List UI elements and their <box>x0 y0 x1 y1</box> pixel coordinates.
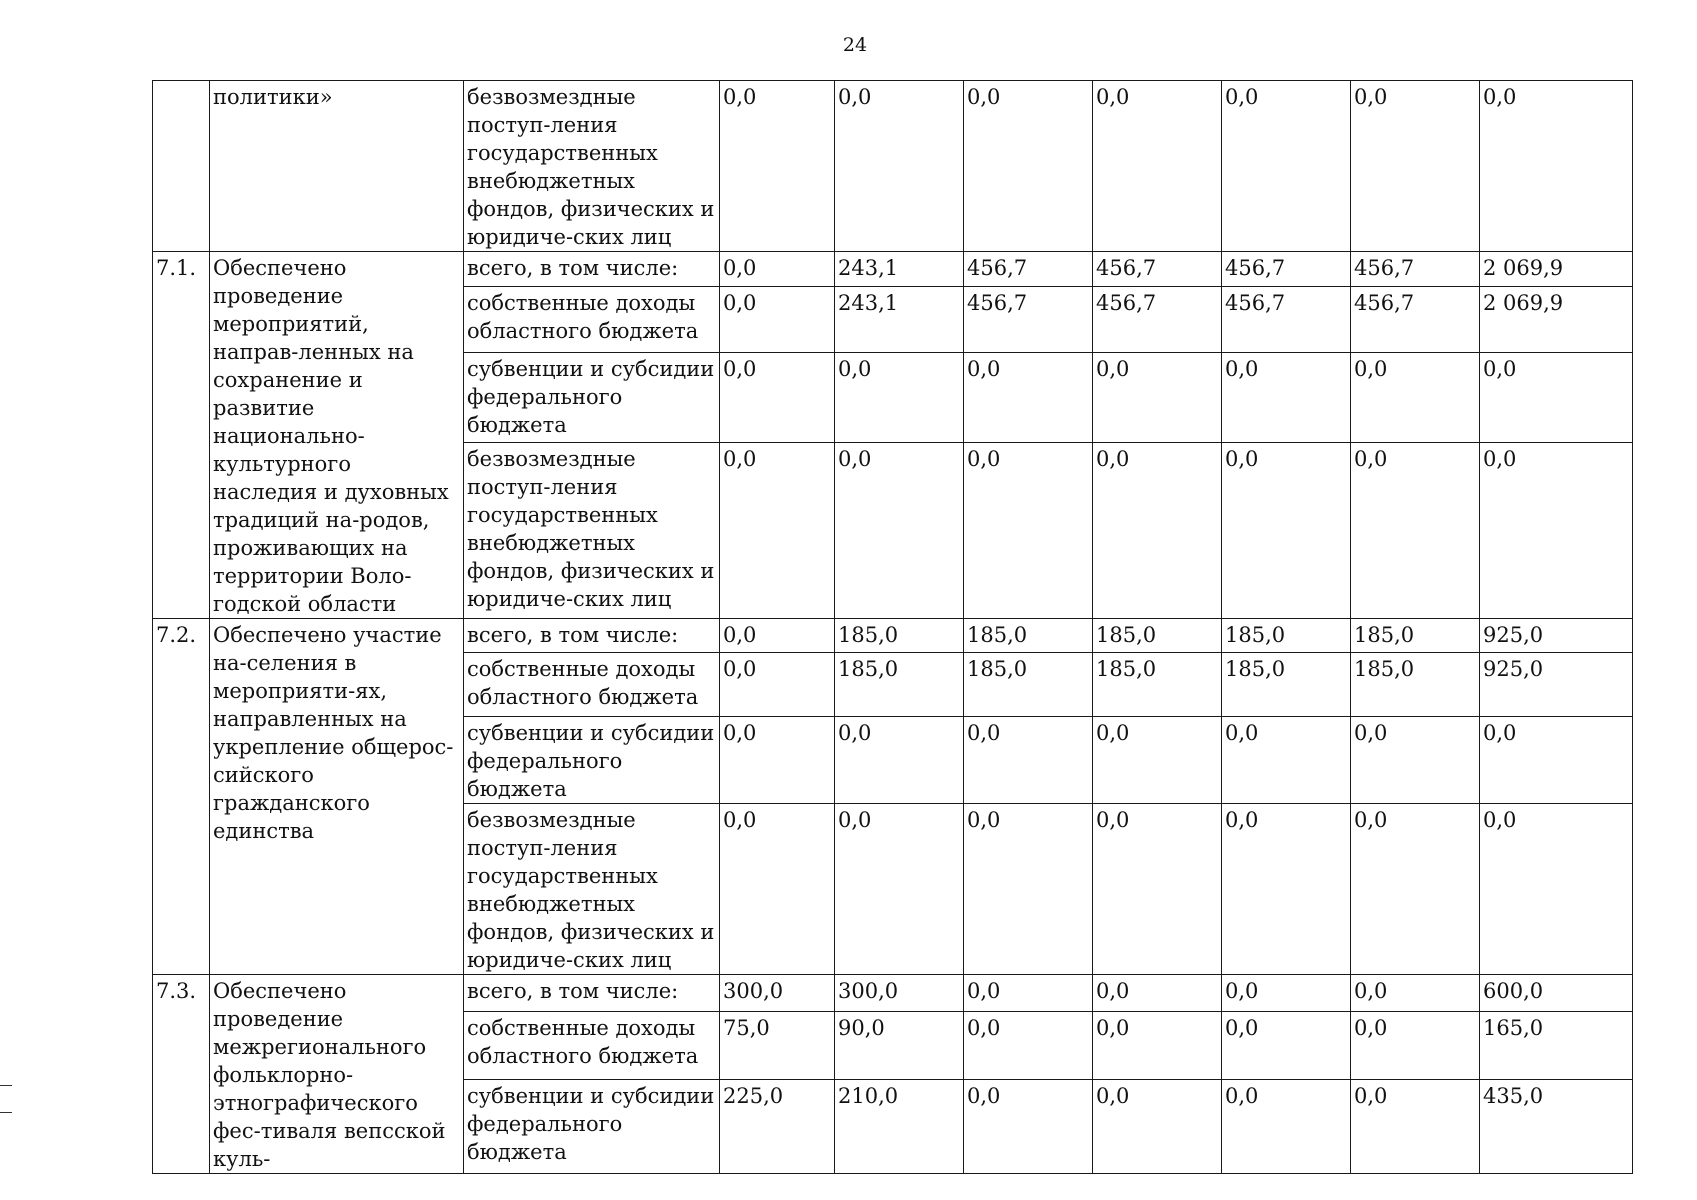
year-value-cell: 185,0 <box>1351 653 1480 717</box>
year-value-cell: 0,0 <box>720 804 835 975</box>
year-value-cell: 0,0 <box>964 1011 1093 1080</box>
funding-source: собственные доходы областного бюджета <box>464 1011 720 1080</box>
total-value-cell: 0,0 <box>1480 353 1633 443</box>
year-value-cell: 456,7 <box>1222 252 1351 287</box>
year-value-cell: 0,0 <box>964 717 1093 804</box>
year-value-cell: 0,0 <box>720 653 835 717</box>
total-value-cell: 2 069,9 <box>1480 252 1633 287</box>
funding-source: субвенции и субсидии федерального бюджета <box>464 717 720 804</box>
total-value-cell: 925,0 <box>1480 619 1633 653</box>
year-value-cell: 0,0 <box>835 717 964 804</box>
funding-source: субвенции и субсидии федерального бюджета <box>464 1080 720 1174</box>
year-value-cell: 0,0 <box>1351 353 1480 443</box>
funding-source: безвозмездные поступ-ления государственных внебюджетных фондов, физических и юридиче-ских лиц <box>464 81 720 252</box>
year-value-cell: 456,7 <box>964 252 1093 287</box>
item-name: Обеспечено участие на-селения в мероприяти-ях, направленных на укрепление общерос-сийского гражданского единства <box>210 619 464 975</box>
table-row <box>153 81 1633 252</box>
year-value-cell: 0,0 <box>1222 1011 1351 1080</box>
item-number: 7.3. <box>153 975 210 1174</box>
page-number: 24 <box>842 34 868 56</box>
funding-source: безвозмездные поступ-ления государственных внебюджетных фондов, физических и юридиче-ских лиц <box>464 804 720 975</box>
year-value-cell: 243,1 <box>835 287 964 353</box>
year-value-cell: 185,0 <box>1222 619 1351 653</box>
year-value-cell: 185,0 <box>835 619 964 653</box>
year-value-cell: 185,0 <box>1351 619 1480 653</box>
item-number: 7.1. <box>153 252 210 619</box>
total-value-cell: 165,0 <box>1480 1011 1633 1080</box>
funding-source: собственные доходы областного бюджета <box>464 653 720 717</box>
item-name: политики» <box>210 81 464 252</box>
total-value-cell: 600,0 <box>1480 975 1633 1012</box>
margin-tick-mark <box>0 1112 12 1113</box>
year-value-cell: 0,0 <box>720 287 835 353</box>
year-value-cell: 185,0 <box>835 653 964 717</box>
year-value-cell: 456,7 <box>1351 252 1480 287</box>
item-name: Обеспечено проведение межрегионального фольклорно-этнографического фес-тиваля вепсской куль- <box>210 975 464 1174</box>
total-value-cell: 0,0 <box>1480 804 1633 975</box>
year-value-cell: 0,0 <box>1093 353 1222 443</box>
year-value-cell: 0,0 <box>1093 1080 1222 1174</box>
year-value-cell: 0,0 <box>1222 1080 1351 1174</box>
year-value-cell: 90,0 <box>835 1011 964 1080</box>
year-value-cell: 243,1 <box>835 252 964 287</box>
year-value-cell: 0,0 <box>1093 442 1222 618</box>
funding-source: всего, в том числе: <box>464 252 720 287</box>
year-value-cell: 185,0 <box>1093 619 1222 653</box>
year-value-cell: 185,0 <box>1093 653 1222 717</box>
year-value-cell: 0,0 <box>1351 717 1480 804</box>
item-name: Обеспечено проведение мероприятий, направ-ленных на сохранение и развитие национально-культурного наследия и духовных традиций на-родов, проживающих на территории Воло-годской области <box>210 252 464 619</box>
year-value-cell: 0,0 <box>720 619 835 653</box>
funding-source: всего, в том числе: <box>464 975 720 1012</box>
year-value-cell: 0,0 <box>1222 81 1351 252</box>
year-value-cell: 0,0 <box>720 353 835 443</box>
year-value-cell: 0,0 <box>1222 717 1351 804</box>
year-value-cell: 456,7 <box>964 287 1093 353</box>
year-value-cell: 0,0 <box>964 1080 1093 1174</box>
year-value-cell: 0,0 <box>835 353 964 443</box>
funding-source: собственные доходы областного бюджета <box>464 287 720 353</box>
item-number: 7.2. <box>153 619 210 975</box>
year-value-cell: 0,0 <box>1351 81 1480 252</box>
year-value-cell: 185,0 <box>964 619 1093 653</box>
total-value-cell: 435,0 <box>1480 1080 1633 1174</box>
year-value-cell: 0,0 <box>1222 975 1351 1012</box>
total-value-cell: 925,0 <box>1480 653 1633 717</box>
year-value-cell: 0,0 <box>964 81 1093 252</box>
year-value-cell: 0,0 <box>964 442 1093 618</box>
table-row <box>153 252 1633 287</box>
budget-table <box>152 80 1633 1174</box>
year-value-cell: 0,0 <box>1093 717 1222 804</box>
table-row <box>153 975 1633 1012</box>
year-value-cell: 0,0 <box>720 442 835 618</box>
year-value-cell: 75,0 <box>720 1011 835 1080</box>
year-value-cell: 0,0 <box>964 975 1093 1012</box>
total-value-cell: 0,0 <box>1480 81 1633 252</box>
year-value-cell: 185,0 <box>1222 653 1351 717</box>
table-body <box>153 81 1633 1174</box>
funding-source: всего, в том числе: <box>464 619 720 653</box>
total-value-cell: 0,0 <box>1480 717 1633 804</box>
year-value-cell: 0,0 <box>1351 975 1480 1012</box>
year-value-cell: 0,0 <box>964 353 1093 443</box>
year-value-cell: 0,0 <box>1222 353 1351 443</box>
year-value-cell: 300,0 <box>720 975 835 1012</box>
year-value-cell: 0,0 <box>720 81 835 252</box>
year-value-cell: 456,7 <box>1351 287 1480 353</box>
year-value-cell: 0,0 <box>1351 1011 1480 1080</box>
year-value-cell: 0,0 <box>1222 804 1351 975</box>
table-row <box>153 619 1633 653</box>
funding-source: субвенции и субсидии федерального бюджета <box>464 353 720 443</box>
item-number <box>153 81 210 252</box>
year-value-cell: 0,0 <box>1351 804 1480 975</box>
year-value-cell: 185,0 <box>964 653 1093 717</box>
year-value-cell: 0,0 <box>1351 1080 1480 1174</box>
year-value-cell: 0,0 <box>1093 81 1222 252</box>
year-value-cell: 0,0 <box>835 804 964 975</box>
year-value-cell: 0,0 <box>1222 442 1351 618</box>
year-value-cell: 0,0 <box>835 442 964 618</box>
year-value-cell: 456,7 <box>1222 287 1351 353</box>
year-value-cell: 0,0 <box>720 252 835 287</box>
year-value-cell: 210,0 <box>835 1080 964 1174</box>
year-value-cell: 0,0 <box>835 81 964 252</box>
year-value-cell: 0,0 <box>1093 975 1222 1012</box>
funding-source: безвозмездные поступ-ления государственных внебюджетных фондов, физических и юридиче-ских лиц <box>464 442 720 618</box>
year-value-cell: 0,0 <box>1093 804 1222 975</box>
year-value-cell: 0,0 <box>1351 442 1480 618</box>
total-value-cell: 0,0 <box>1480 442 1633 618</box>
year-value-cell: 0,0 <box>1093 1011 1222 1080</box>
year-value-cell: 0,0 <box>964 804 1093 975</box>
year-value-cell: 456,7 <box>1093 287 1222 353</box>
year-value-cell: 0,0 <box>720 717 835 804</box>
year-value-cell: 456,7 <box>1093 252 1222 287</box>
year-value-cell: 300,0 <box>835 975 964 1012</box>
year-value-cell: 225,0 <box>720 1080 835 1174</box>
total-value-cell: 2 069,9 <box>1480 287 1633 353</box>
margin-tick-mark <box>0 1085 12 1086</box>
